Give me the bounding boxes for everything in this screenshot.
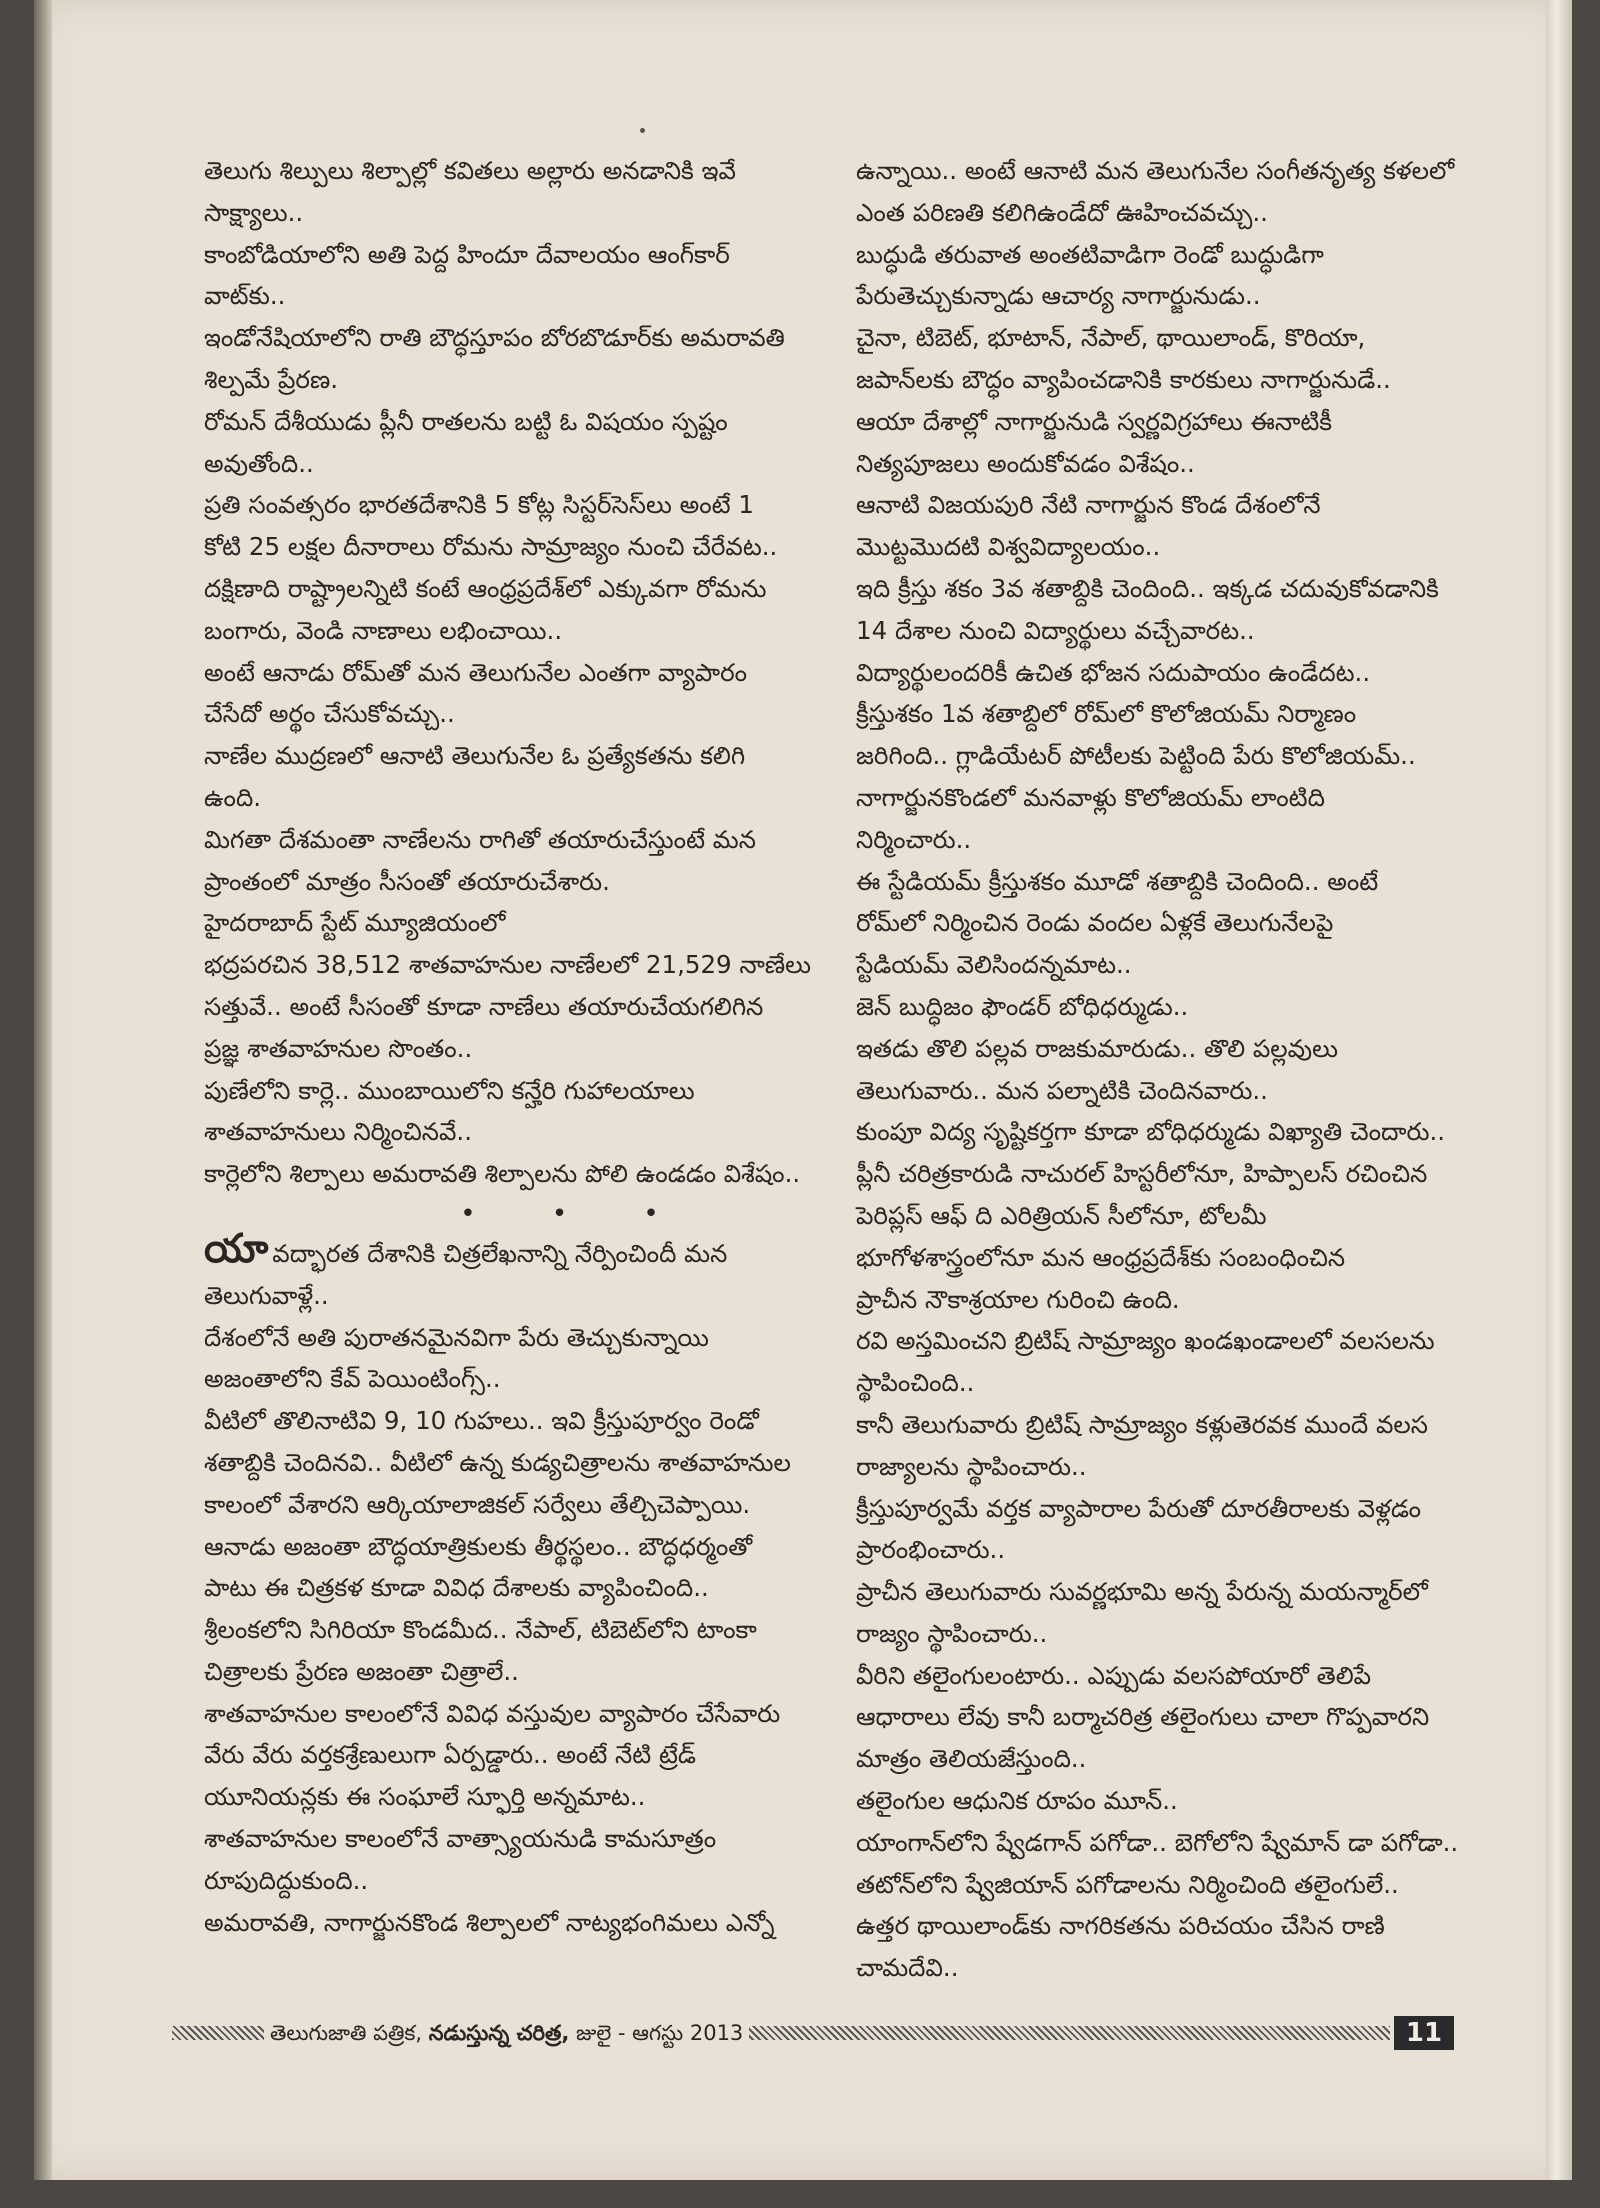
text-line: ఆనాటి విజయపురి నేటి నాగార్జున కొండ దేశంలోనే xyxy=(856,490,1321,520)
section-separator: • • • xyxy=(460,1198,693,1229)
text-line: తలైంగుల ఆధునిక రూపం మూన్.. xyxy=(856,1786,1178,1816)
page-footer xyxy=(172,2016,1452,2050)
right-column xyxy=(856,150,1526,1989)
text-line: దక్షిణాది రాష్ట్రాలన్నిటి కంటే ఆంధ్రప్రదేశ్‌లో ఎక్కువగా రోమను xyxy=(204,573,767,603)
text-line: చైనా, టిబెట్, భూటాన్, నేపాల్, థాయిలాండ్, కొరియా, xyxy=(856,323,1366,353)
text-line: రవి అస్తమించని బ్రిటిష్ సామ్రాజ్యం ఖండఖండాలలో వలసలను xyxy=(856,1326,1435,1356)
text-line: ప్రతి సంవత్సరం భారతదేశానికి 5 కోట్ల సిస్టర్‌సెస్‌లు అంటే 1 xyxy=(204,490,754,520)
text-line: అంటే ఆనాడు రోమ్‌తో మన తెలుగునేల ఎంతగా వ్యాపారం xyxy=(204,657,748,687)
text-line xyxy=(204,1225,829,1275)
text-line: అమరావతి, నాగార్జునకొండ శిల్పాలలో నాట్యభంగిమలు ఎన్నో xyxy=(204,1907,775,1937)
text-line: శాతవాహనులు నిర్మించినవే.. xyxy=(204,1117,472,1147)
text-line: వేరు వేరు వర్తకశ్రేణులుగా ఏర్పడ్డారు.. అంటే నేటి ట్రేడ్ xyxy=(204,1740,696,1770)
text-line: ఉన్నాయి.. అంటే ఆనాటి మన తెలుగునేల సంగీతనృత్య కళలలో xyxy=(856,156,1455,185)
text-line: ఆనాడు అజంతా బౌద్ధయాత్రికులకు తీర్థస్థలం.. బౌద్ధధర్మంతో xyxy=(204,1531,753,1561)
text-line: ఇతడు తొలి పల్లవ రాజకుమారుడు.. తొలి పల్లవులు xyxy=(856,1033,1338,1063)
right-column-text xyxy=(856,150,1526,1989)
text-line: నిత్యపూజలు అందుకోవడం విశేషం.. xyxy=(856,448,1195,478)
page-binding xyxy=(34,0,52,2180)
text-line: నిర్మించారు.. xyxy=(856,824,972,854)
text-line: వీరిని తలైంగులంటారు.. ఎప్పుడు వలసపోయారో తెలిపే xyxy=(856,1660,1372,1690)
text-line: రాజ్యం స్థాపించారు.. xyxy=(856,1618,1048,1648)
text-line: స్టేడియమ్ వెలిసిందన్నమాట.. xyxy=(856,950,1132,980)
text-line: ఎంత పరిణతి కలిగిఉండేదో ఊహించవచ్చు.. xyxy=(856,197,1268,227)
left-column-text-continued xyxy=(204,1225,829,1944)
text-line: పెరిప్లస్ ఆఫ్ ది ఎరిత్రియన్ సీలోనూ, టోలమీ xyxy=(856,1200,1267,1230)
text-line: వాట్‌కు.. xyxy=(204,281,286,311)
text-line: చామదేవి.. xyxy=(856,1953,959,1983)
text-line: ఉంది. xyxy=(204,782,262,812)
text-line: ప్రారంభించారు.. xyxy=(856,1535,1006,1565)
text-line: యూనియన్లకు ఈ సంఘాలే స్ఫూర్తి అన్నమాట.. xyxy=(204,1782,646,1812)
text-line: క్రీస్తుపూర్వమే వర్తక వ్యాపారాల పేరుతో దూరతీరాలకు వెళ్లడం xyxy=(856,1493,1422,1523)
text-line: ప్రాచీన నౌకాశ్రయాల గురించి ఉంది. xyxy=(856,1284,1180,1314)
text-line: మాత్రం తెలియజేస్తుంది.. xyxy=(856,1744,1087,1774)
text-line: సాక్ష్యాలు.. xyxy=(204,197,304,227)
text-line: శాతవాహనుల కాలంలోనే వివిధ వస్తువుల వ్యాపారం చేసేవారు xyxy=(204,1698,781,1728)
text-line: తెలుగువాళ్లే.. xyxy=(204,1280,329,1310)
drop-cap: యా xyxy=(204,1225,269,1272)
left-column xyxy=(204,150,829,1943)
text-line: మొట్టమొదటి విశ్వవిద్యాలయం.. xyxy=(856,532,1161,562)
footer-credit xyxy=(264,2016,749,2050)
text-line: దేశంలోనే అతి పురాతనమైనవిగా పేరు తెచ్చుకున్నాయి xyxy=(204,1322,709,1352)
text-line: బంగారు, వెండి నాణాలు లభించాయి.. xyxy=(204,615,563,645)
text-line: తటోన్‌లోని ష్వేజియాన్ పగోడాలను నిర్మించింది తలైంగులే.. xyxy=(856,1869,1399,1899)
text-line: విద్యార్థులందరికీ ఉచిత భోజన సదుపాయం ఉండేదట.. xyxy=(856,657,1371,687)
text-line: రోమన్ దేశీయుడు ప్లీనీ రాతలను బట్టి ఓ విషయం స్పష్టం xyxy=(204,406,728,436)
text-line: హైదరాబాద్ స్టేట్ మ్యూజియంలో xyxy=(204,908,506,938)
text-line: ఉత్తర థాయిలాండ్‌కు నాగరికతను పరిచయం చేసిన రాణి xyxy=(856,1911,1385,1941)
text-line: చేసేదో అర్థం చేసుకోవచ్చు.. xyxy=(204,699,455,729)
text-line: పుణేలోని కార్లె.. ముంబాయిలోని కన్హేరి గుహాలయాలు xyxy=(204,1075,695,1105)
text-line: భూగోళశాస్త్రంలోనూ మన ఆంధ్రప్రదేశ్‌కు సంబంధించిన xyxy=(856,1242,1346,1272)
text-line: శాతవాహనుల కాలంలోనే వాత్స్యాయనుడి కామసూత్రం xyxy=(204,1824,717,1854)
text-line: భద్రపరచిన 38,512 శాతవాహనుల నాణేలలో 21,529 నాణేలు xyxy=(204,950,811,980)
footer-publication: తెలుగుజాతి పత్రిక, xyxy=(270,2021,423,2045)
text-line: ఈ స్టేడియమ్ క్రీస్తుశకం మూడో శతాబ్దికి చెందింది.. అంటే xyxy=(856,866,1379,896)
text-line: శతాబ్దికి చెందినవి.. వీటిలో ఉన్న కుడ్యచిత్రాలను శాతవాహనుల xyxy=(204,1447,791,1477)
text-line: ఆధారాలు లేవు కానీ బర్మాచరిత్ర తలైంగులు చాలా గొప్పవారని xyxy=(856,1702,1430,1732)
text-line: కాంబోడియాలోని అతి పెద్ద హిందూ దేవాలయం ఆంగ్‌కార్ xyxy=(204,239,730,269)
text-line: పేరుతెచ్చుకున్నాడు ఆచార్య నాగార్జునుడు.. xyxy=(856,281,1261,311)
text-line: ప్రాచీన తెలుగువారు సువర్ణభూమి అన్న పేరున్న మయన్మార్‌లో xyxy=(856,1577,1428,1607)
ink-speck xyxy=(640,128,645,133)
magazine-page xyxy=(34,0,1572,2180)
text-line: యాంగాన్‌లోని ష్వేడగాన్ పగోడా.. బెగోలోని ష్వేమాన్ డా పగోడా.. xyxy=(856,1827,1459,1857)
text-line: పాటు ఈ చిత్రకళ కూడా వివిధ దేశాలకు వ్యాపించింది.. xyxy=(204,1573,709,1603)
text-line: చిత్రాలకు ప్రేరణ అజంతా చిత్రాలే.. xyxy=(204,1656,519,1686)
text-line: నాణేల ముద్రణలో ఆనాటి తెలుగునేల ఓ ప్రత్యేకతను కలిగి xyxy=(204,741,746,771)
text-line: తెలుగువారు.. మన పల్నాటికి చెందినవారు.. xyxy=(856,1075,1268,1105)
text-line: నాగార్జునకొండలో మనవాళ్లు కొలోజియమ్ లాంటిది xyxy=(856,782,1325,812)
text-line: శ్రీలంకలోని సిగిరియా కొండమీద.. నేపాల్, టిబెట్‌లోని టాంకా xyxy=(204,1615,757,1645)
text-line: ప్రజ్ఞ శాతవాహనుల సొంతం.. xyxy=(204,1033,473,1063)
text-line: ఆయా దేశాల్లో నాగార్జునుడి స్వర్ణవిగ్రహాలు ఈనాటికీ xyxy=(856,406,1333,436)
text-line: రోమ్‌లో నిర్మించిన రెండు వందల ఏళ్లకే తెలుగునేలపై xyxy=(856,908,1334,938)
text-line: 14 దేశాల నుంచి విద్యార్థులు వచ్చేవారట.. xyxy=(856,615,1255,645)
left-column-text xyxy=(204,150,829,1195)
text-line: జరిగింది.. గ్లాడియేటర్ పోటీలకు పెట్టింది పేరు కొలోజియమ్.. xyxy=(856,741,1416,771)
footer-date: జులై - ఆగస్టు 2013 xyxy=(576,2021,744,2045)
text-line: కుంపూ విద్య సృష్టికర్తగా కూడా బోధిధర్ముడు విఖ్యాతి చెందారు.. xyxy=(856,1117,1446,1147)
text-line: తెలుగు శిల్పులు శిల్పాల్లో కవితలు అల్లారు అనడానికి ఇవే xyxy=(204,156,736,185)
text-line: కాలంలో వేశారని ఆర్కియాలాజికల్ సర్వేలు తేల్చిచెప్పాయి. xyxy=(204,1489,751,1519)
text-line: ప్లీనీ చరిత్రకారుడి నాచురల్ హిస్టరీలోనూ, హిప్పాలస్ రచించిన xyxy=(856,1159,1428,1189)
text-line: వీటిలో తొలినాటివి 9, 10 గుహలు.. ఇవి క్రీస్తుపూర్వం రెండో xyxy=(204,1406,759,1436)
page-number: 11 xyxy=(1394,2016,1454,2050)
text-line: ఇండోనేషియాలోని రాతి బౌద్ధస్తూపం బోరబొడూర్‌కు అమరావతి xyxy=(204,323,785,353)
text-line: కోటి 25 లక్షల దీనారాలు రోమను సామ్రాజ్యం నుంచి చేరేవట.. xyxy=(204,532,778,562)
text-line: ప్రాంతంలో మాత్రం సీసంతో తయారుచేశారు. xyxy=(204,866,610,896)
text-line: ఇది క్రీస్తు శకం 3వ శతాబ్దికి చెందింది.. ఇక్కడ చదువుకోవడానికి xyxy=(856,573,1439,603)
text-line: సత్తువే.. అంటే సీసంతో కూడా నాణేలు తయారుచేయగలిగిన xyxy=(204,991,764,1021)
footer-series: నడుస్తున్న చరిత్ర, xyxy=(428,2021,570,2045)
page-edge xyxy=(1546,0,1572,2180)
text-line: అజంతాలోని కేవ్ పెయింటింగ్స్.. xyxy=(204,1364,501,1394)
text-line: జపాన్‌లకు బౌద్ధం వ్యాపించడానికి కారకులు నాగార్జునుడే.. xyxy=(856,364,1391,394)
text-line: రాజ్యాలను స్థాపించారు.. xyxy=(856,1451,1087,1481)
text-line: కార్లెలోని శిల్పాలు అమరావతి శిల్పాలను పోలి ఉండడం విశేషం.. xyxy=(204,1159,801,1189)
text-line: మిగతా దేశమంతా నాణేలను రాగితో తయారుచేస్తుంటే మన xyxy=(204,824,756,854)
text-line: శిల్పమే ప్రేరణ. xyxy=(204,364,338,394)
text-line: కానీ తెలుగువారు బ్రిటిష్ సామ్రాజ్యం కళ్లుతెరవక ముందే వలస xyxy=(856,1409,1429,1439)
text-line: రూపుదిద్దుకుంది.. xyxy=(204,1865,369,1895)
text-line: జెన్ బుద్ధిజం ఫౌండర్ బోధిధర్ముడు.. xyxy=(856,991,1189,1021)
text-line: అవుతోంది.. xyxy=(204,448,314,478)
text-line: బుద్ధుడి తరువాత అంతటివాడిగా రెండో బుద్ధుడిగా xyxy=(856,239,1324,269)
text-line: క్రీస్తుశకం 1వ శతాబ్దిలో రోమ్‌లో కొలోజియమ్ నిర్మాణం xyxy=(856,699,1357,729)
text-line: స్థాపించింది.. xyxy=(856,1368,975,1398)
text-line-rest: వద్భారత దేశానికి చిత్రలేఖనాన్ని నేర్పించిందీ మన xyxy=(272,1238,728,1268)
